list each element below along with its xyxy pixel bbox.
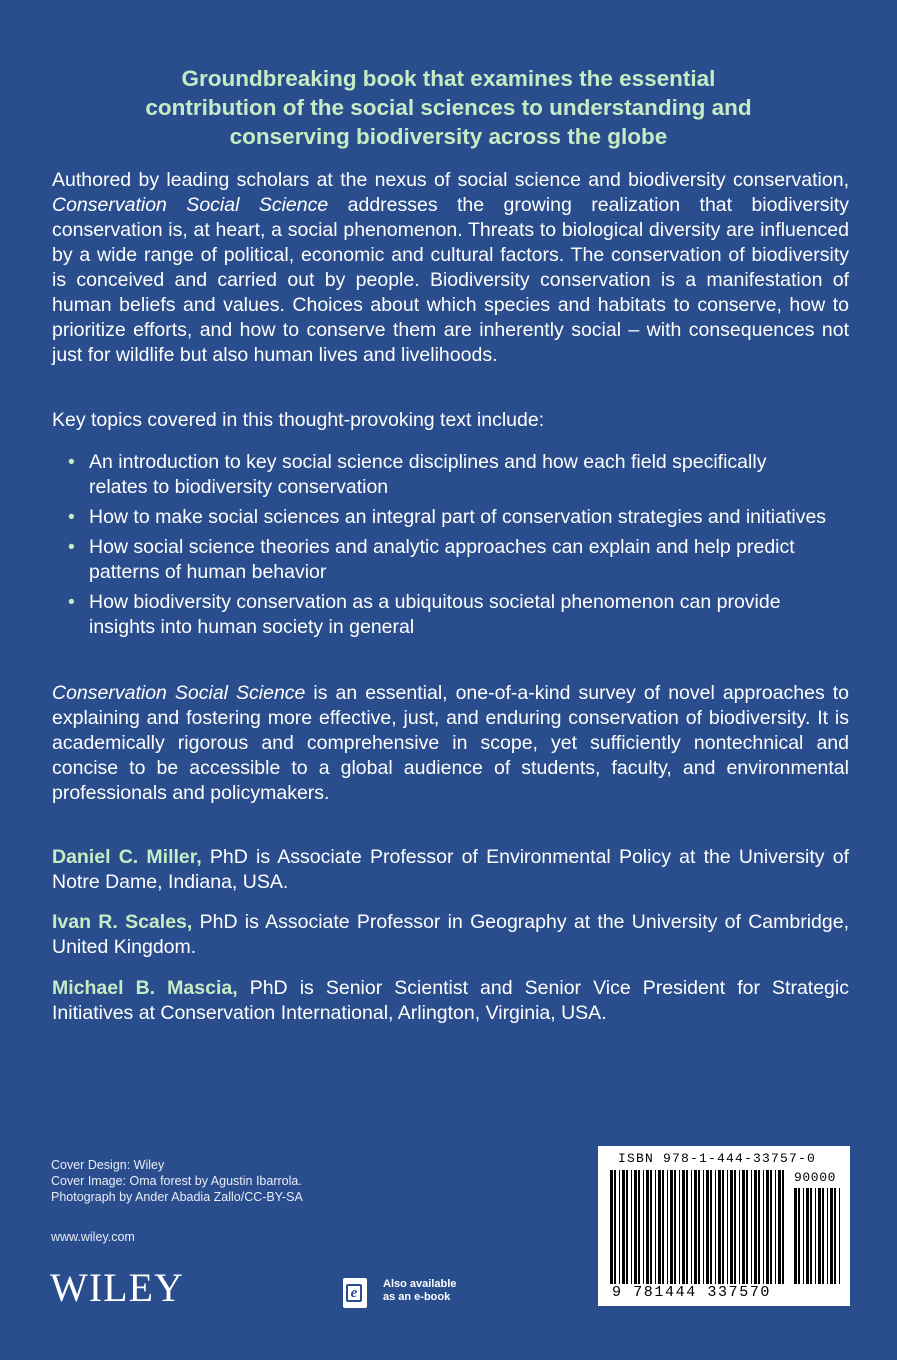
bullet-icon: • (68, 506, 75, 528)
ebook-availability (383, 1278, 456, 1304)
headline-line-3: conserving biodiversity across the globe (229, 124, 668, 149)
ebook-line: Also available (383, 1278, 457, 1290)
headline-line-2: contribution of the social sciences to understanding and (145, 95, 752, 120)
barcode-addon-code: 90000 (794, 1170, 837, 1185)
closing-paragraph (52, 681, 849, 806)
ebook-icon: e (343, 1278, 367, 1308)
intro-paragraph (52, 168, 849, 368)
wiley-logo: WILEY (50, 1265, 184, 1310)
list-item (68, 505, 828, 530)
key-topics-lead: Key topics covered in this thought-provoking text include: (52, 409, 545, 431)
key-topics-list (68, 450, 828, 645)
author-bio-scales (52, 910, 849, 960)
isbn-text: ISBN 978-1-444-33757-0 (618, 1151, 817, 1166)
list-item-text: How biodiversity conservation as a ubiquitous societal phenomenon can provide insights into human society in general (89, 591, 781, 638)
intro-book-title: Conservation Social Science (52, 194, 329, 216)
ean-digits: 9 781444 337570 (612, 1284, 772, 1301)
credit-line: Cover Image: Oma forest by Agustin Ibarrola. (51, 1174, 302, 1188)
list-item-text: How to make social sciences an integral part of conservation strategies and initiatives (89, 506, 827, 528)
list-item-text: An introduction to key social science disciplines and how each field specifically relates to biodiversity conservation (89, 451, 767, 498)
headline (60, 64, 837, 151)
ebook-line: as an e-book (383, 1291, 451, 1303)
list-item (68, 535, 828, 585)
author-bio-text: PhD is Associate Professor in Geography at the University of Cambridge, United Kingdom. (52, 911, 849, 958)
list-item-text: How social science theories and analytic approaches can explain and help predict patterns of human behavior (89, 536, 795, 583)
list-item (68, 450, 828, 500)
author-bio-text: PhD is Senior Scientist and Senior Vice President for Strategic Initiatives at Conservation International, Arlington, Virginia, USA. (52, 977, 849, 1024)
headline-line-1: Groundbreaking book that examines the essential (181, 66, 716, 91)
list-item (68, 590, 828, 640)
intro-text-1: Authored by leading scholars at the nexus of social science and biodiversity conservation, (52, 169, 849, 191)
author-bio-text: PhD is Associate Professor of Environmental Policy at the University of Notre Dame, Indiana, USA. (52, 846, 849, 893)
bullet-icon: • (68, 451, 75, 473)
publisher-website[interactable]: www.wiley.com (51, 1230, 135, 1244)
closing-book-title: Conservation Social Science (52, 682, 306, 704)
author-name: Michael B. Mascia, (52, 977, 238, 999)
author-bio-miller (52, 845, 849, 895)
author-name: Daniel C. Miller, (52, 846, 202, 868)
author-bio-mascia (52, 976, 849, 1026)
credit-line: Cover Design: Wiley (51, 1158, 165, 1172)
author-name: Ivan R. Scales, (52, 911, 193, 933)
intro-text-2: addresses the growing realization that biodiversity conservation is, at heart, a social phenomenon. Threats to biological diversity are influenced by a wide range of political, economic and cultural factors. The conservation of biodiversity is conceived and carried out by people. Biodiversity conservation is a manifestation of human beliefs and values. Choices about which species and habitats to conserve, how to prioritize efforts, and how to conserve them are inherently social – with consequences not just for wildlife but also human lives and livelihoods. (52, 194, 850, 366)
bullet-icon: • (68, 591, 75, 613)
barcode-panel (598, 1146, 850, 1306)
closing-text: is an essential, one-of-a-kind survey of novel approaches to explaining and fostering more effective, just, and enduring conservation of biodiversity. It is academically rigorous and comprehensive in scope, yet sufficiently nontechnical and concise to be accessible to a global audience of students, faculty, and environmental professionals and policymakers. (52, 682, 850, 804)
bullet-icon: • (68, 536, 75, 558)
credit-line: Photograph by Ander Abadia Zallo/CC-BY-SA (51, 1190, 303, 1204)
cover-credits (51, 1157, 431, 1205)
